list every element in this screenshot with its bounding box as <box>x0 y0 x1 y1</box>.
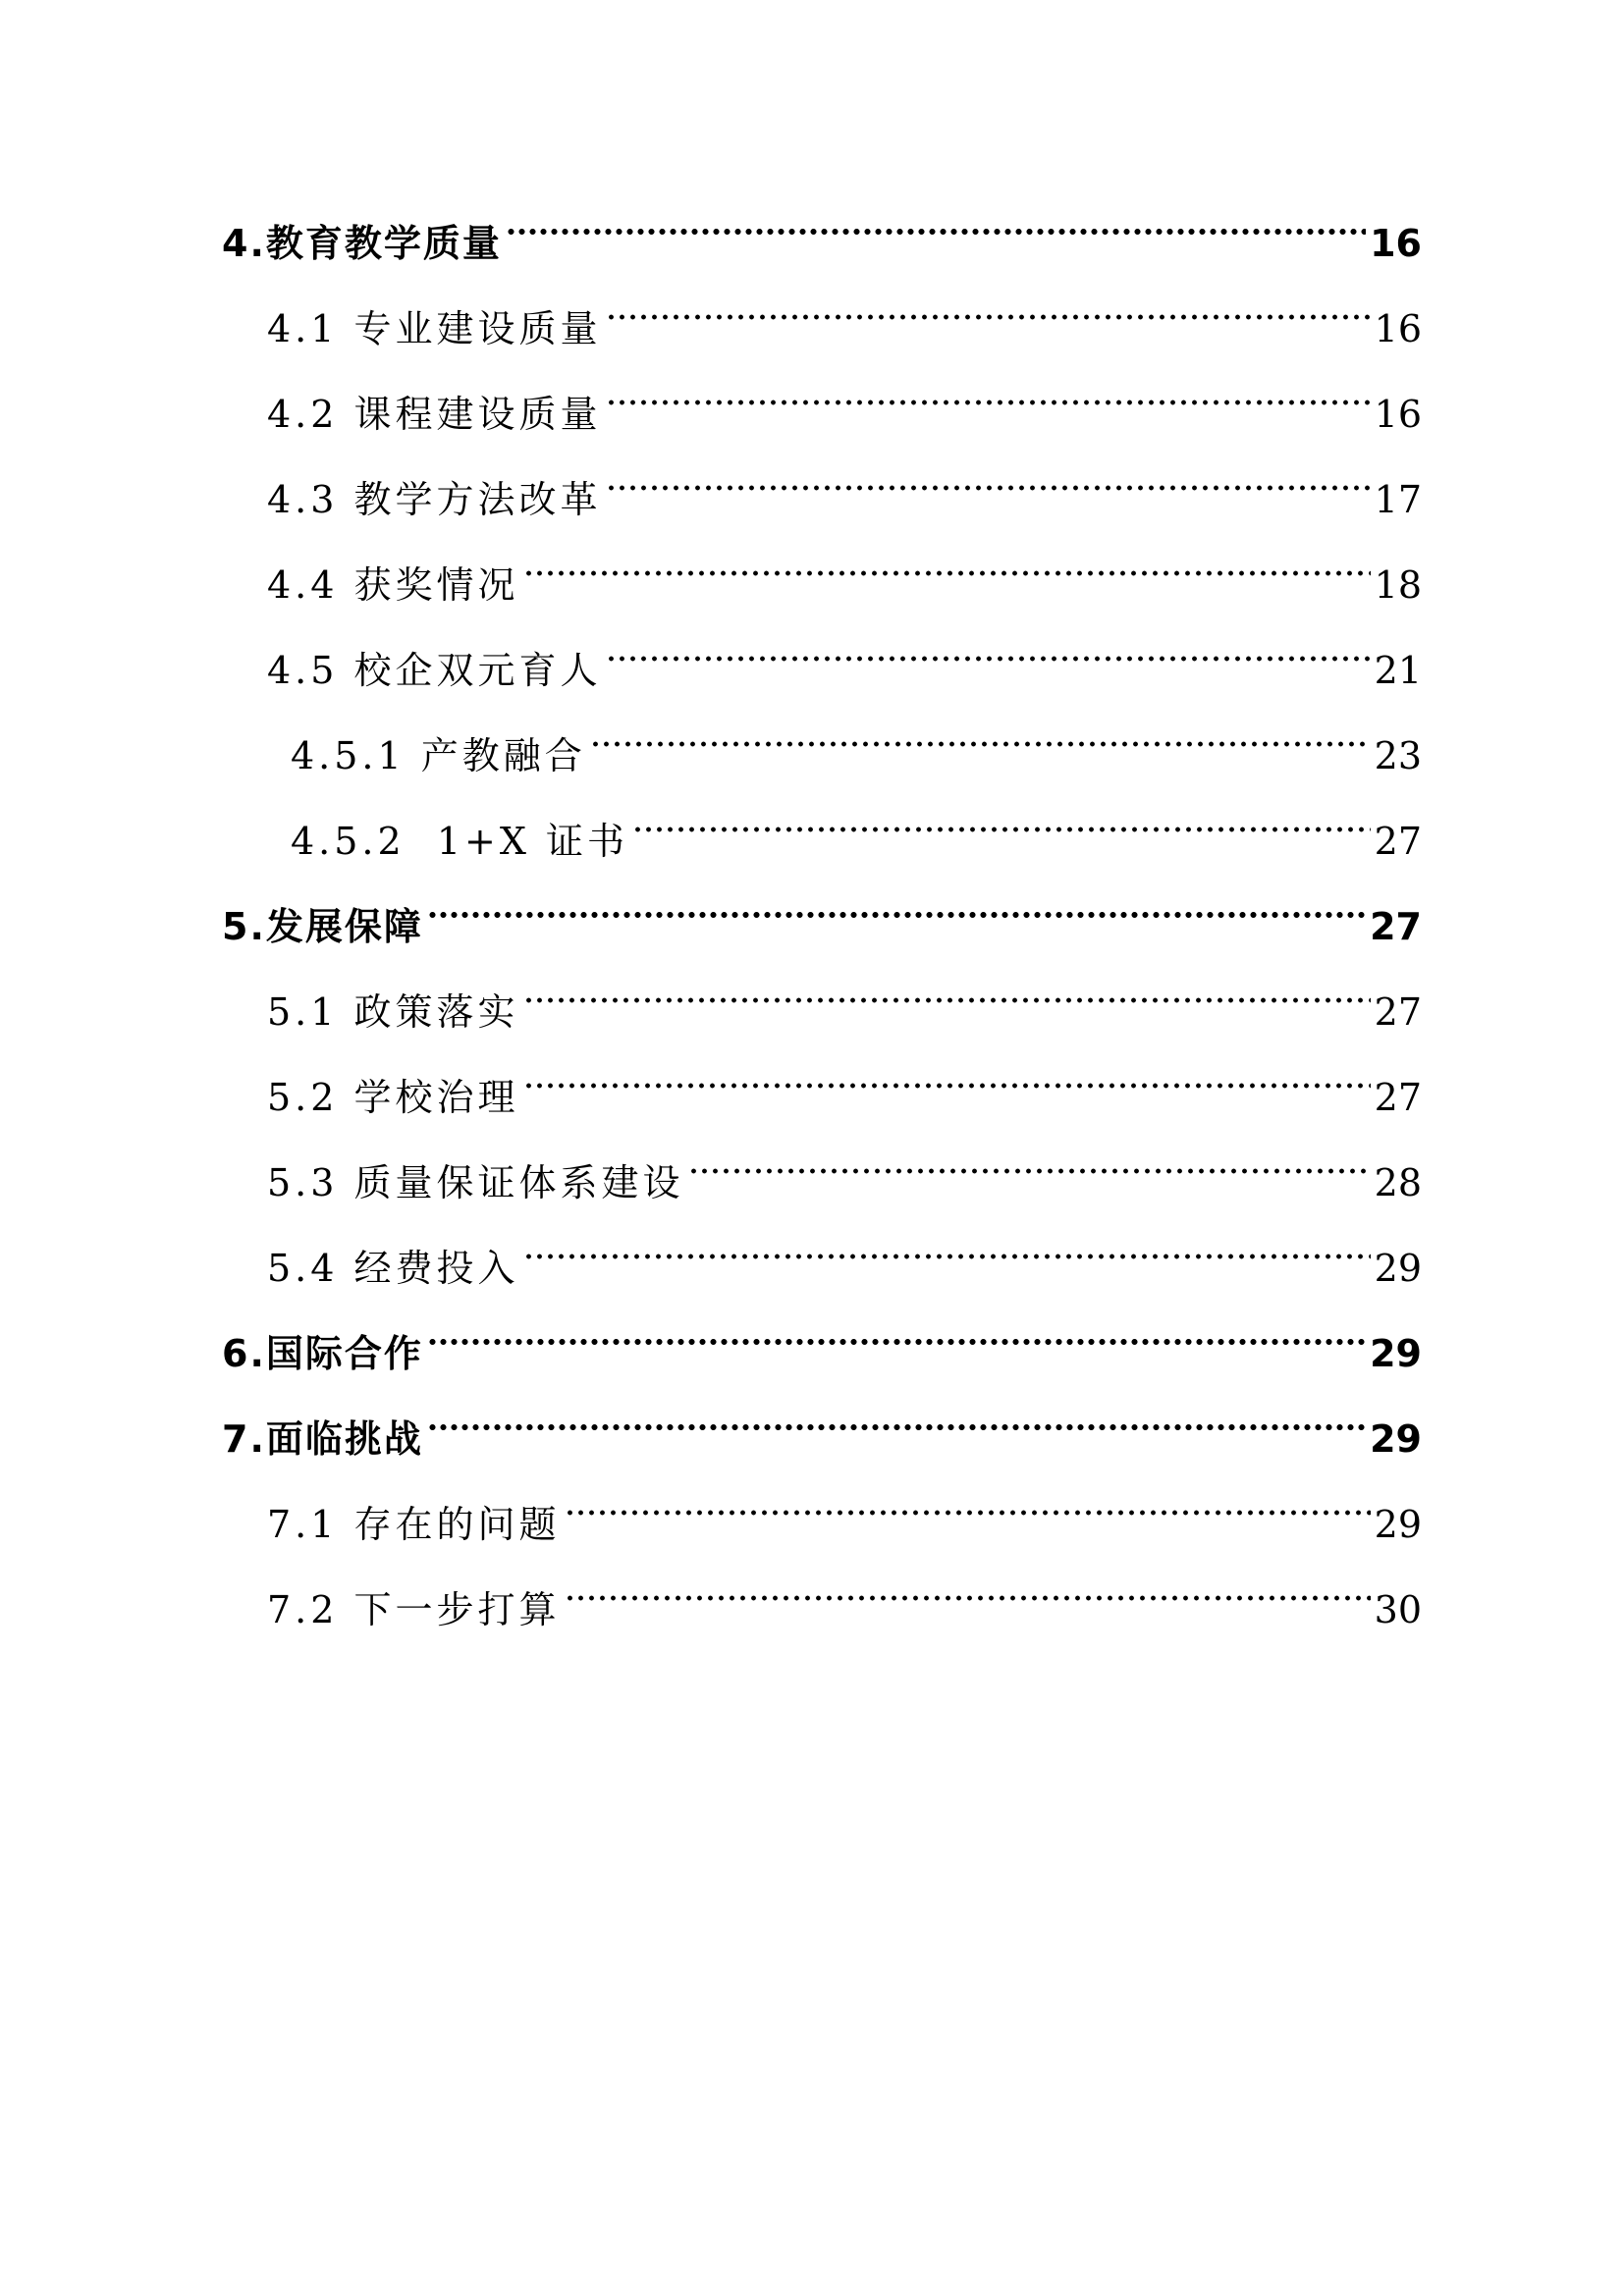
toc-entry-label: 7.2 下一步打算 <box>267 1588 561 1631</box>
toc-entry-5-3[interactable] <box>267 1137 1422 1204</box>
toc-entry-page: 27 <box>1370 905 1422 948</box>
toc-entry-label: 4.3 教学方法改革 <box>267 478 602 521</box>
toc-entry-page: 16 <box>1374 307 1422 350</box>
toc-dot-leader <box>427 1393 1366 1452</box>
toc-entry-label: 5.1 政策落实 <box>267 990 519 1034</box>
toc-entry-4-5[interactable] <box>267 624 1422 692</box>
toc-entry-page: 30 <box>1374 1588 1422 1631</box>
toc-dot-leader <box>506 197 1366 256</box>
toc-entry-label: 6.国际合作 <box>222 1332 423 1375</box>
toc-entry-page: 27 <box>1374 990 1422 1034</box>
toc-entry-label: 4.2 课程建设质量 <box>267 393 602 436</box>
toc-entry-5-2[interactable] <box>267 1051 1422 1119</box>
toc-entry-4-3[interactable] <box>267 454 1422 521</box>
toc-entry-label: 4.5 校企双元育人 <box>267 649 602 692</box>
toc-entry-page: 27 <box>1374 820 1422 863</box>
toc-entry-page: 21 <box>1374 649 1422 692</box>
toc-dot-leader <box>688 1137 1371 1196</box>
toc-entry-label: 5.3 质量保证体系建设 <box>267 1161 684 1204</box>
toc-entry-label: 7.1 存在的问题 <box>267 1503 561 1546</box>
toc-entry-page: 18 <box>1374 563 1422 607</box>
toc-entry-page: 23 <box>1374 734 1422 777</box>
toc-dot-leader <box>565 1478 1371 1537</box>
toc-entry-label: 5.4 经费投入 <box>267 1247 519 1290</box>
toc-entry-label: 5.发展保障 <box>222 905 423 948</box>
toc-dot-leader <box>427 881 1366 939</box>
toc-entry-page: 17 <box>1374 478 1422 521</box>
toc-dot-leader <box>523 539 1371 598</box>
toc-dot-leader <box>427 1308 1366 1366</box>
toc-entry-label: 4.教育教学质量 <box>222 222 502 265</box>
toc-dot-leader <box>565 1564 1371 1623</box>
toc-entry-5-4[interactable] <box>267 1222 1422 1290</box>
toc-entry-page: 16 <box>1370 222 1422 265</box>
toc-entry-4-5-2[interactable] <box>291 795 1422 863</box>
toc-dot-leader <box>590 710 1371 769</box>
toc-entry-page: 16 <box>1374 393 1422 436</box>
toc-entry-4-4[interactable] <box>267 539 1422 607</box>
toc-dot-leader <box>606 283 1371 342</box>
toc-entry-5[interactable] <box>222 881 1422 948</box>
toc-entry-page: 27 <box>1374 1076 1422 1119</box>
toc-entry-page: 29 <box>1370 1332 1422 1375</box>
toc-entry-label: 4.1 专业建设质量 <box>267 307 602 350</box>
toc-entry-label: 7.面临挑战 <box>222 1417 423 1461</box>
toc-dot-leader <box>606 454 1371 512</box>
toc-entry-label: 5.2 学校治理 <box>267 1076 519 1119</box>
toc-dot-leader <box>606 368 1371 427</box>
toc-entry-4-5-1[interactable] <box>291 710 1422 777</box>
toc-dot-leader <box>632 795 1371 854</box>
toc-entry-7[interactable] <box>222 1393 1422 1461</box>
toc-dot-leader <box>523 1051 1371 1110</box>
toc-entry-label: 4.5.1 产教融合 <box>291 734 586 777</box>
toc-dot-leader <box>523 966 1371 1025</box>
toc-dot-leader <box>606 624 1371 683</box>
toc-entry-4[interactable] <box>222 197 1422 265</box>
toc-entry-label: 4.5.2 1+X 证书 <box>291 820 628 863</box>
toc-entry-6[interactable] <box>222 1308 1422 1375</box>
toc-entry-7-1[interactable] <box>267 1478 1422 1546</box>
toc-entry-7-2[interactable] <box>267 1564 1422 1631</box>
toc-dot-leader <box>523 1222 1371 1281</box>
toc-entry-5-1[interactable] <box>267 966 1422 1034</box>
toc-entry-page: 29 <box>1370 1417 1422 1461</box>
toc-entry-page: 29 <box>1374 1503 1422 1546</box>
toc-entry-page: 29 <box>1374 1247 1422 1290</box>
toc-entry-4-2[interactable] <box>267 368 1422 436</box>
toc-entry-4-1[interactable] <box>267 283 1422 350</box>
toc-entry-page: 28 <box>1374 1161 1422 1204</box>
toc-entry-label: 4.4 获奖情况 <box>267 563 519 607</box>
